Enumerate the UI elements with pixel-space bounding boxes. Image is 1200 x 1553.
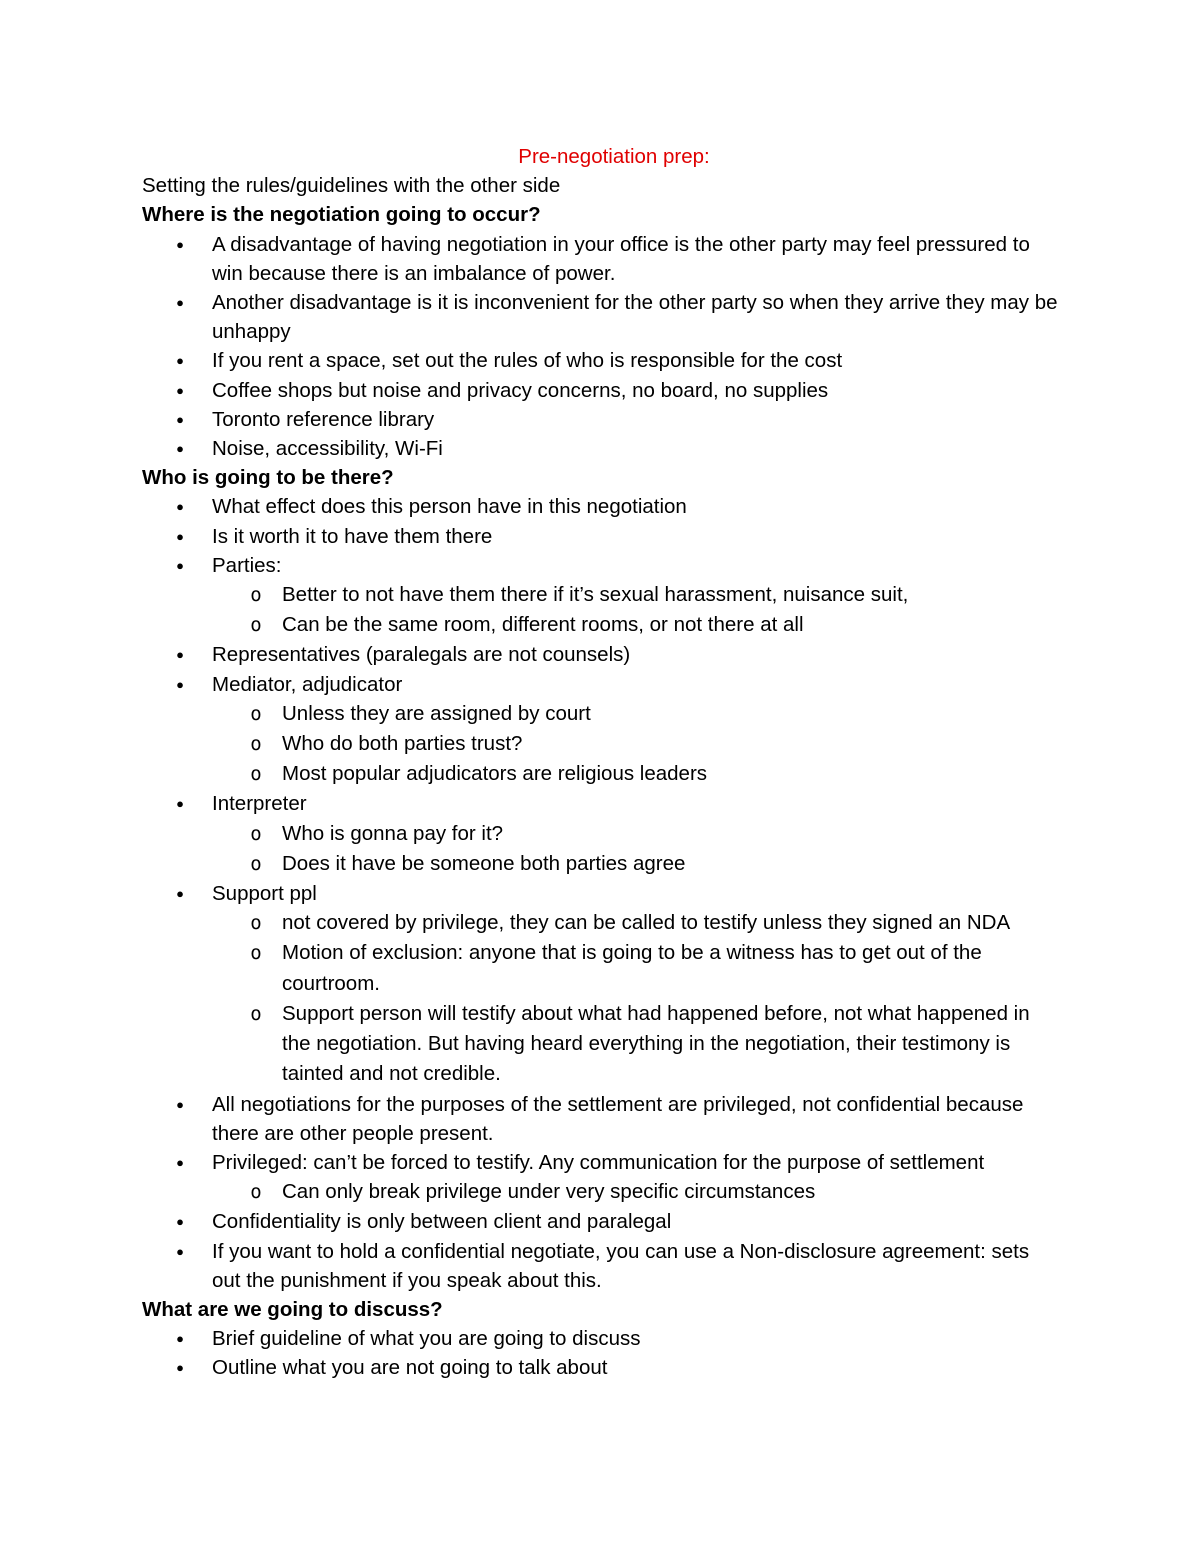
list-item-text: Parties: <box>212 553 282 577</box>
list-item-text: Privileged: can’t be forced to testify. Any communication for the purpose of settlement <box>212 1150 985 1174</box>
sub-list-item <box>212 938 1062 998</box>
list-item-text: A disadvantage of having negotiation in your office is the other party may feel pressured to win because there is an imbalance of power. <box>212 232 1030 285</box>
bullet-list <box>142 1324 1062 1382</box>
list-item <box>142 1207 1062 1236</box>
sub-list-item-text: Who do both parties trust? <box>282 732 523 756</box>
list-item-text: Representatives (paralegals are not counsels) <box>212 643 631 667</box>
sub-list-item <box>212 819 1062 849</box>
list-item <box>142 288 1062 346</box>
list-item <box>142 405 1062 434</box>
list-item <box>142 434 1062 463</box>
bullet-icon: ● <box>176 441 184 457</box>
list-item-text: Outline what you are not going to talk about <box>212 1356 608 1380</box>
bullet-icon: ● <box>176 499 184 515</box>
sub-bullet-list <box>212 699 1062 790</box>
sub-list-item-text: Unless they are assigned by court <box>282 701 591 725</box>
bullet-icon: ● <box>176 1096 184 1112</box>
section-heading: Who is going to be there? <box>142 466 394 490</box>
list-item-text: Toronto reference library <box>212 407 435 431</box>
list-item-text: What effect does this person have in this negotiation <box>212 495 687 519</box>
circle-bullet-icon: o <box>250 702 262 725</box>
list-item <box>142 522 1062 551</box>
sub-list-item-text: Support person will testify about what had happened before, not what happened in the negotiation. But having heard everything in the negotiation, their testimony is tainted and not credible. <box>282 1001 1030 1086</box>
list-item <box>142 346 1062 375</box>
sub-list-item <box>212 759 1062 789</box>
circle-bullet-icon: o <box>250 1181 262 1204</box>
circle-bullet-icon: o <box>250 584 262 607</box>
bullet-icon: ● <box>176 676 184 692</box>
section-list <box>142 200 1062 1382</box>
circle-bullet-icon: o <box>250 1002 262 1025</box>
bullet-icon: ● <box>176 353 184 369</box>
sub-list-item <box>212 999 1062 1090</box>
document-intro: Setting the rules/guidelines with the other side <box>142 174 561 198</box>
sub-list-item-text: Can only break privilege under very specific circumstances <box>282 1180 816 1204</box>
bullet-icon: ● <box>176 1214 184 1230</box>
list-item <box>142 670 1062 790</box>
list-item-text: Another disadvantage is it is inconvenient for the other party so when they arrive they may be unhappy <box>212 291 1058 344</box>
circle-bullet-icon: o <box>250 763 262 786</box>
bullet-icon: ● <box>176 1360 184 1376</box>
section-heading: Where is the negotiation going to occur? <box>142 203 541 227</box>
list-item <box>142 1148 1062 1207</box>
bullet-icon: ● <box>176 236 184 252</box>
sub-list-item-text: Who is gonna pay for it? <box>282 821 504 845</box>
list-item-text: Confidentiality is only between client and paralegal <box>212 1210 672 1234</box>
sub-list-item-text: Can be the same room, different rooms, or not there at all <box>282 613 804 637</box>
list-item <box>142 640 1062 669</box>
list-item-text: Noise, accessibility, Wi-Fi <box>212 437 443 461</box>
sub-list-item <box>212 729 1062 759</box>
sub-list-item <box>212 849 1062 879</box>
bullet-icon: ● <box>176 647 184 663</box>
list-item-text: All negotiations for the purposes of the settlement are privileged, not confidential because there are other people present. <box>212 1092 1024 1145</box>
bullet-icon: ● <box>176 411 184 427</box>
list-item <box>142 1237 1062 1295</box>
sub-list-item <box>212 1177 1062 1207</box>
sub-list-item <box>212 699 1062 729</box>
list-item-text: Brief guideline of what you are going to discuss <box>212 1327 641 1351</box>
bullet-icon: ● <box>176 1331 184 1347</box>
sub-list-item <box>212 610 1062 640</box>
bullet-icon: ● <box>176 886 184 902</box>
sub-list-item-text: Most popular adjudicators are religious leaders <box>282 762 708 786</box>
bullet-list <box>142 492 1062 1294</box>
list-item <box>142 551 1062 641</box>
sub-bullet-list <box>212 908 1062 1089</box>
list-item <box>142 1090 1062 1148</box>
bullet-icon: ● <box>176 295 184 311</box>
sub-list-item-text: not covered by privilege, they can be called to testify unless they signed an NDA <box>282 911 1011 935</box>
sub-list-item-text: Motion of exclusion: anyone that is going to be a witness has to get out of the courtroom. <box>282 941 982 995</box>
list-item <box>142 376 1062 405</box>
list-item-text: Coffee shops but noise and privacy concerns, no board, no supplies <box>212 378 829 402</box>
list-item <box>142 492 1062 521</box>
bullet-icon: ● <box>176 382 184 398</box>
circle-bullet-icon: o <box>250 614 262 637</box>
circle-bullet-icon: o <box>250 942 262 965</box>
list-item <box>142 1324 1062 1353</box>
sub-list-item <box>212 908 1062 938</box>
list-item-text: Interpreter <box>212 792 307 816</box>
bullet-list <box>142 230 1062 464</box>
sub-bullet-list <box>212 580 1062 640</box>
list-item-text: Mediator, adjudicator <box>212 672 403 696</box>
section-heading: What are we going to discuss? <box>142 1297 443 1321</box>
document-body <box>142 142 1062 1383</box>
list-item <box>142 1353 1062 1382</box>
sub-list-item-text: Does it have be someone both parties agree <box>282 851 686 875</box>
sub-bullet-list <box>212 819 1062 879</box>
bullet-icon: ● <box>176 528 184 544</box>
sub-bullet-list <box>212 1177 1062 1207</box>
bullet-icon: ● <box>176 557 184 573</box>
circle-bullet-icon: o <box>250 852 262 875</box>
list-item-text: Is it worth it to have them there <box>212 524 493 548</box>
list-item-text: Support ppl <box>212 882 317 906</box>
list-item-text: If you want to hold a confidential negotiate, you can use a Non-disclosure agreement: sets out the punishment if you speak about this. <box>212 1239 1030 1292</box>
circle-bullet-icon: o <box>250 912 262 935</box>
document-title: Pre-negotiation prep: <box>518 145 710 168</box>
list-item <box>142 879 1062 1089</box>
circle-bullet-icon: o <box>250 822 262 845</box>
bullet-icon: ● <box>176 1243 184 1259</box>
circle-bullet-icon: o <box>250 733 262 756</box>
bullet-icon: ● <box>176 796 184 812</box>
bullet-icon: ● <box>176 1154 184 1170</box>
list-item <box>142 789 1062 879</box>
sub-list-item-text: Better to not have them there if it’s sexual harassment, nuisance suit, <box>282 583 909 607</box>
sub-list-item <box>212 580 1062 610</box>
list-item <box>142 230 1062 288</box>
list-item-text: If you rent a space, set out the rules of who is responsible for the cost <box>212 349 843 373</box>
